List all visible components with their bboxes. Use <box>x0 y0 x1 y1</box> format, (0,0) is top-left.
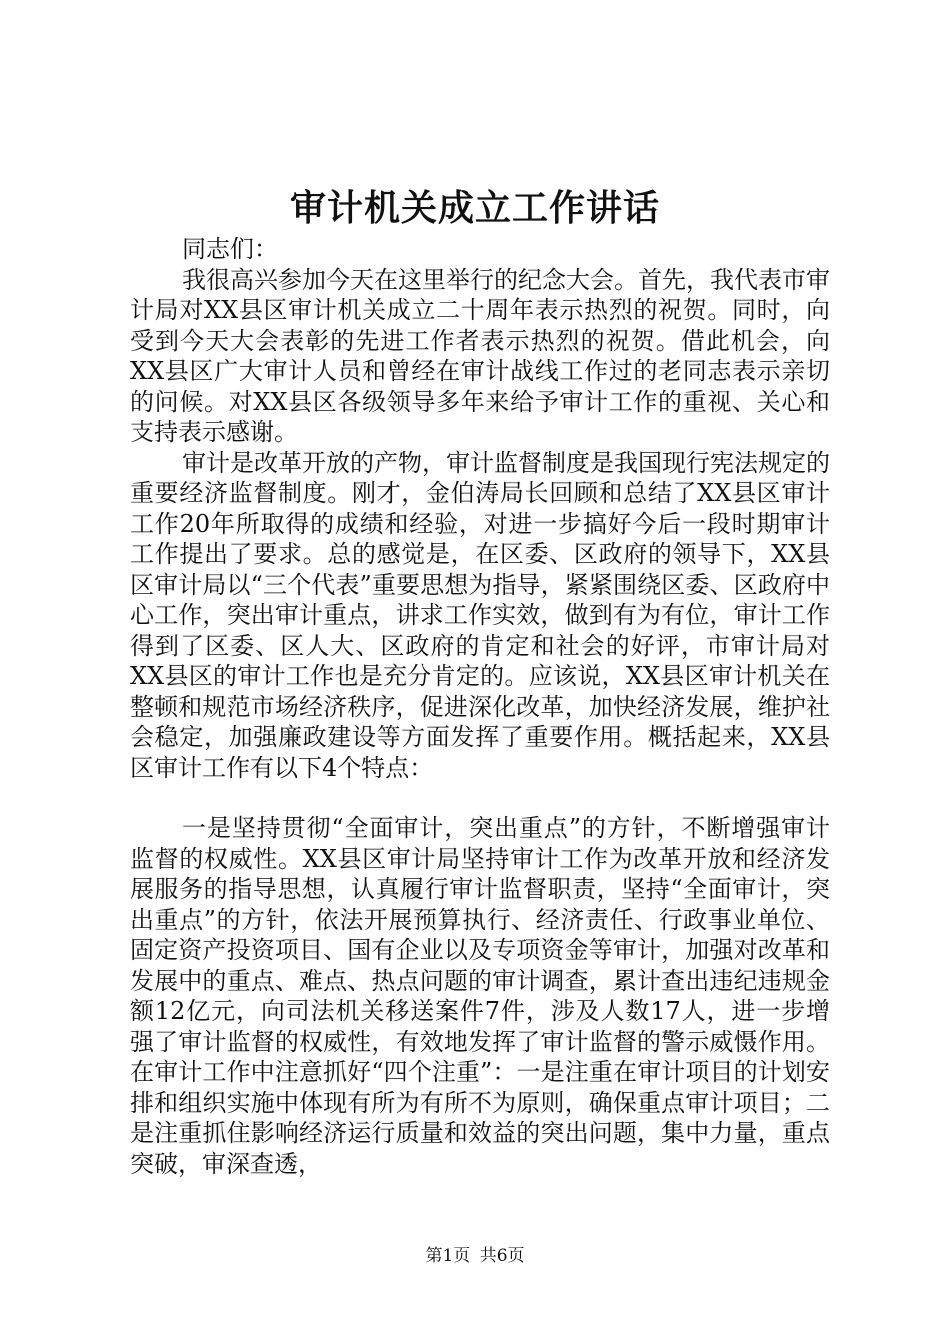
paragraph-point-one: 一是坚持贯彻“全面审计，突出重点”的方针，不断增强审计监督的权威性。XX县区审计局坚持审计工作为改革开放和经济发展服务的指导思想，认真履行审计监督职责，坚持“全面审计，突出重点”的方针，依法开展预算执行、经济责任、行政事业单位、固定资产投资项目、国有企业以及专项资金等审计，加强对改革和发展中的重点、难点、热点问题的审计调查，累计查出违纪违规金额12亿元，向司法机关移送案件7件，涉及人数17人，进一步增强了审计监督的权威性，有效地发挥了审计监督的警示威慑作用。在审计工作中注意抓好“四个注重”：一是注重在审计项目的计划安排和组织实施中体现有所为有所不为原则，确保重点审计项目；二是注重抓住影响经济运行质量和效益的突出问题，集中力量，重点突破，审深查透， <box>130 814 830 1178</box>
paragraph-opening: 我很高兴参加今天在这里举行的纪念大会。首先，我代表市审计局对XX县区审计机关成立二十周年表示热烈的祝贺。同时，向受到今天大会表彰的先进工作者表示热烈的祝贺。借此机会，向XX县区广大审计人员和曾经在审计战线工作过的老同志表示亲切的问候。对XX县区各级领导多年来给予审计工作的重视、关心和支持表示感谢。 <box>130 265 830 446</box>
document-body <box>130 234 830 1179</box>
page-total: 共6页 <box>479 1246 525 1266</box>
page-number: 第1页 <box>425 1246 471 1266</box>
paragraph-audit-overview: 审计是改革开放的产物，审计监督制度是我国现行宪法规定的重要经济监督制度。刚才，金伯涛局长回顾和总结了XX县区审计工作20年所取得的成绩和经验，对进一步搞好今后一段时期审计工作提出了要求。总的感觉是，在区委、区政府的领导下，XX县区审计局以“三个代表”重要思想为指导，紧紧围绕区委、区政府中心工作，突出审计重点，讲求工作实效，做到有为有位，审计工作得到了区委、区人大、区政府的肯定和社会的好评，市审计局对XX县区的审计工作也是充分肯定的。应该说，XX县区审计机关在整顿和规范市场经济秩序，促进深化改革，加快经济发展，维护社会稳定，加强廉政建设等方面发挥了重要作用。概括起来，XX县区审计工作有以下4个特点： <box>130 448 830 782</box>
page-footer <box>0 1244 950 1268</box>
document-title: 审计机关成立工作讲话 <box>289 187 660 229</box>
salutation: 同志们： <box>182 235 278 263</box>
